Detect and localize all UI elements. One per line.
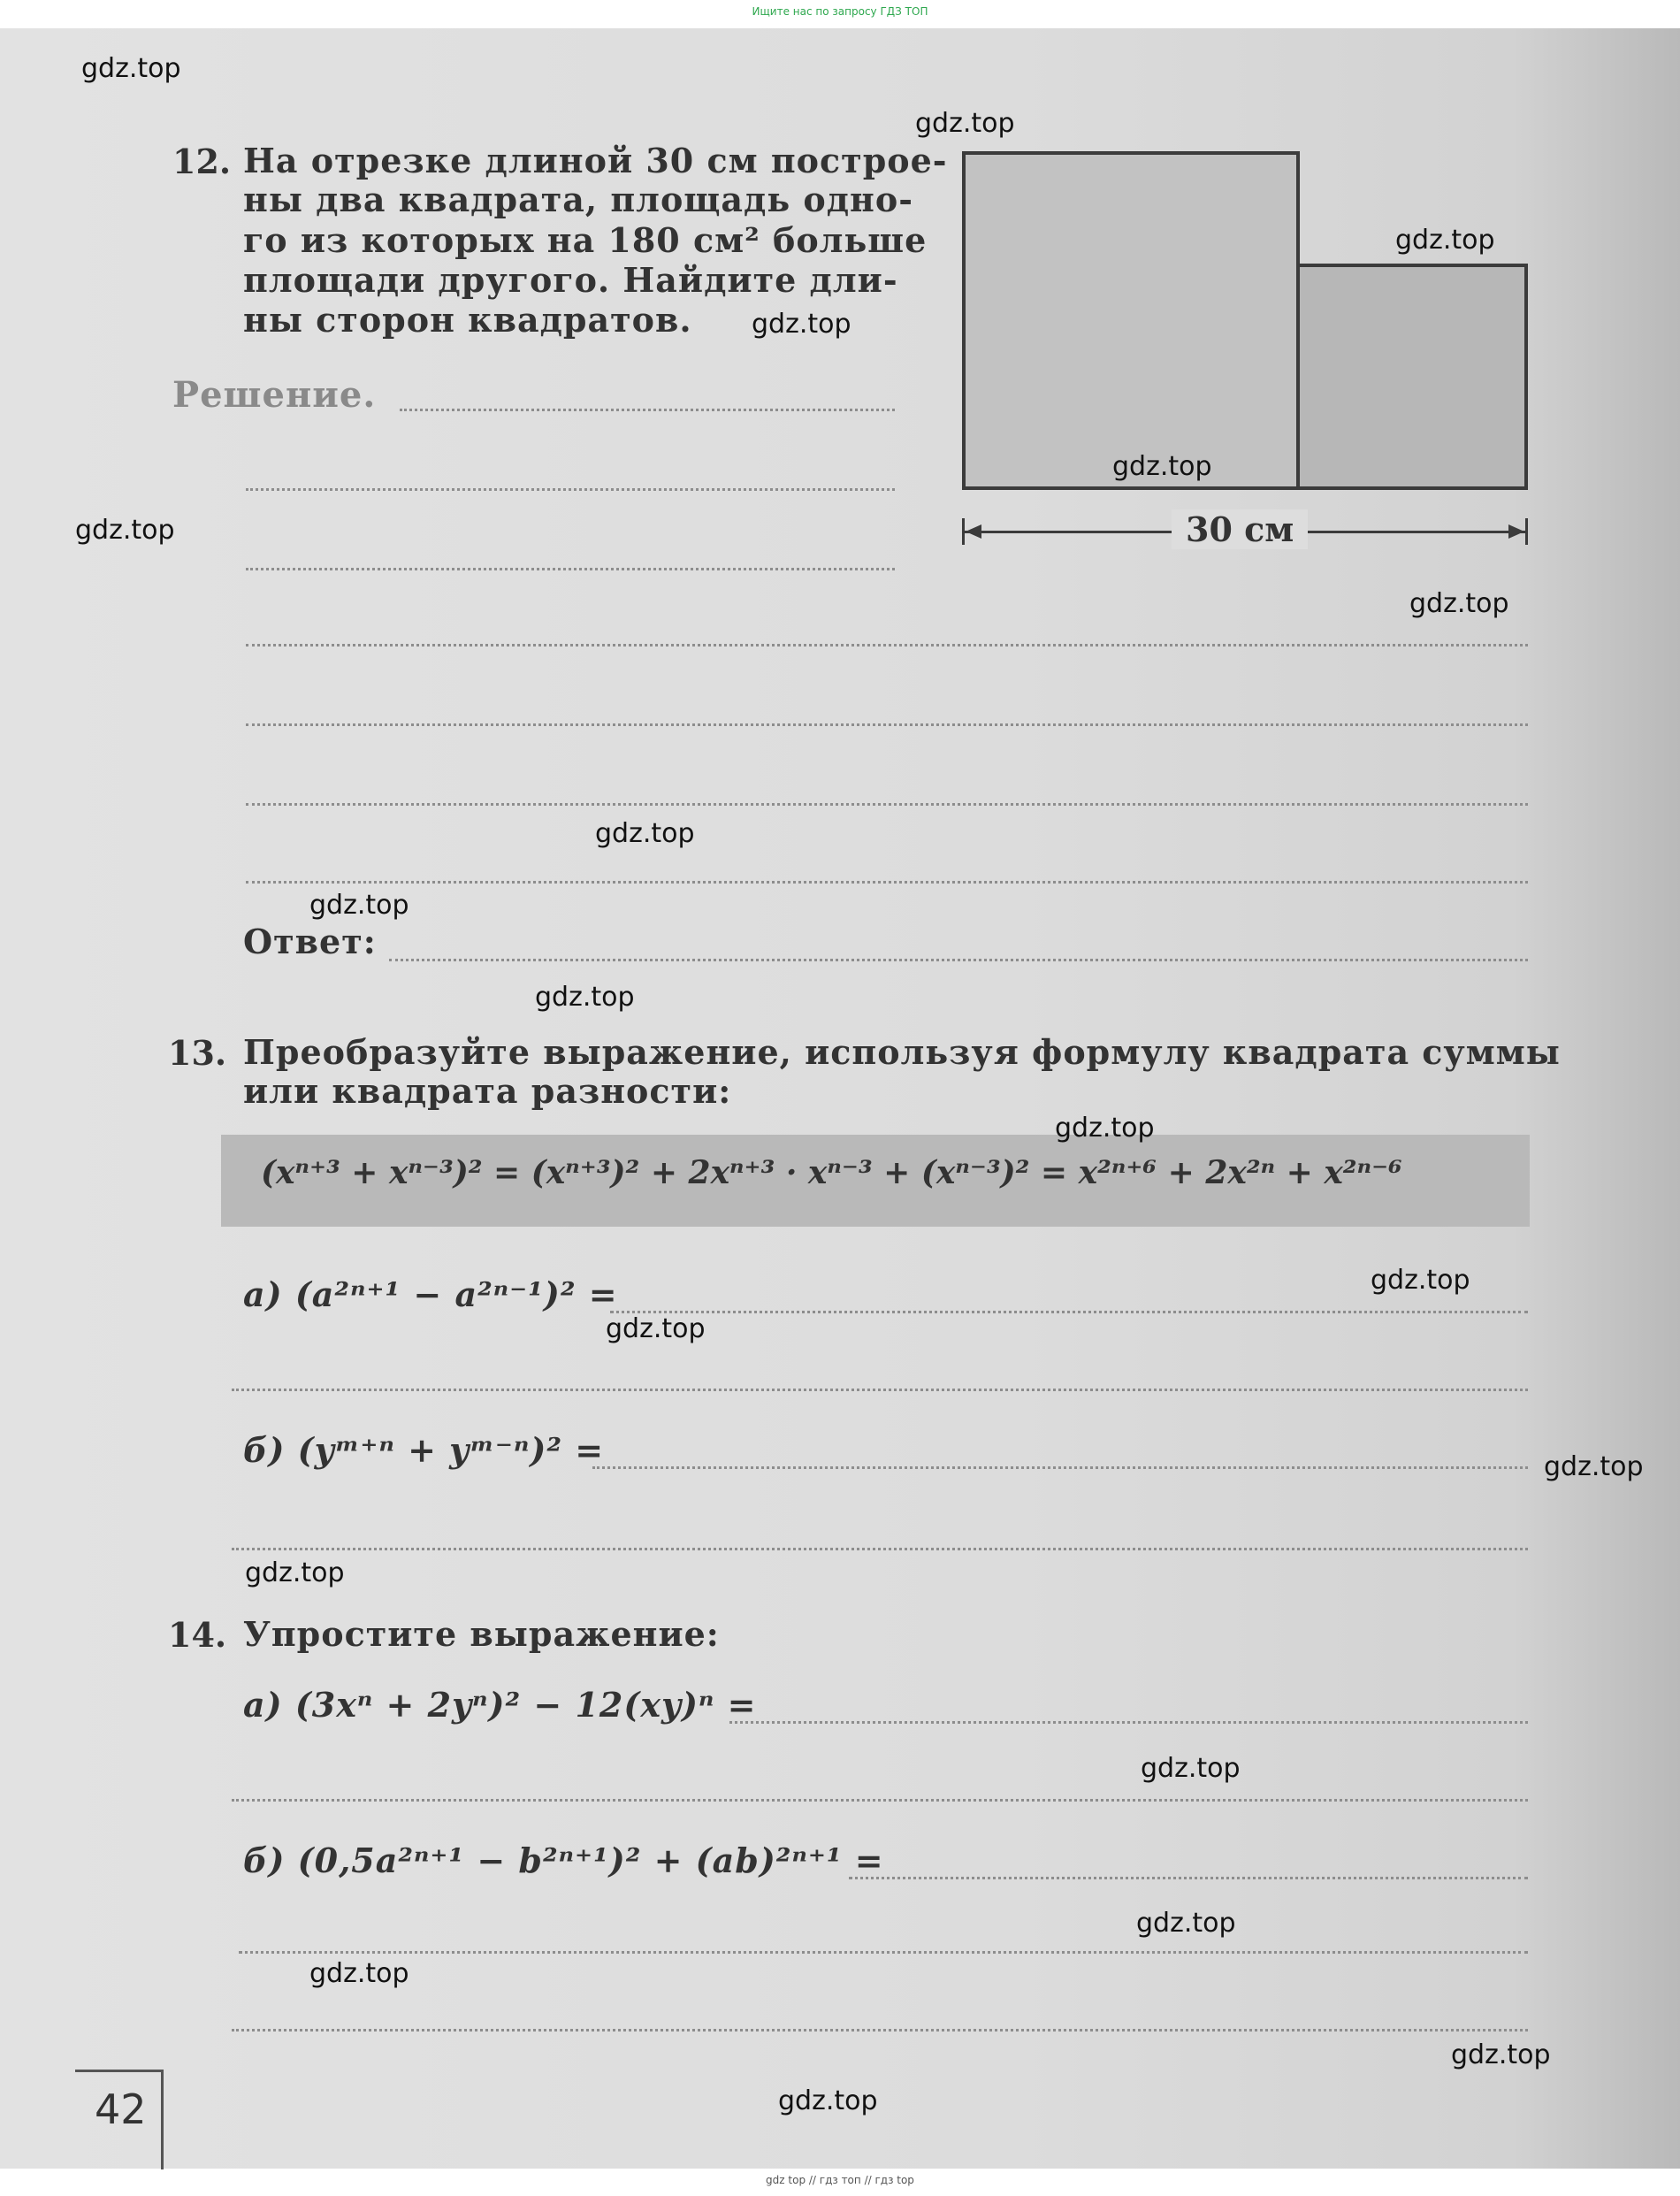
answer-line [246, 488, 895, 491]
arrow-right-icon [1508, 524, 1524, 539]
example-formula: (xⁿ⁺³ + xⁿ⁻³)² = (xⁿ⁺³)² + 2xⁿ⁺³ · xⁿ⁻³ + (xⁿ⁻³)² = x²ⁿ⁺⁶ + 2x²ⁿ + x²ⁿ⁻⁶ [261, 1154, 1402, 1191]
small-square [1296, 264, 1528, 490]
task-14-title: Упростите выражение: [243, 1614, 720, 1654]
watermark: gdz.top [595, 818, 695, 849]
watermark: gdz.top [606, 1313, 706, 1344]
task-14-number: 14. [168, 1615, 227, 1655]
answer-line [232, 1799, 1528, 1802]
task-12-number: 12. [172, 142, 232, 181]
page-number: 42 [95, 2085, 147, 2133]
task-13a-expression: а) (a²ⁿ⁺¹ − a²ⁿ⁻¹)² = [243, 1274, 618, 1314]
task-12-line-5: ны сторон квадратов. [243, 300, 692, 340]
task-14b-expression: б) (0,5a²ⁿ⁺¹ − b²ⁿ⁺¹)² + (ab)²ⁿ⁺¹ = [243, 1840, 884, 1880]
watermark: gdz.top [1451, 2039, 1551, 2070]
answer-line [246, 568, 895, 570]
watermark: gdz.top [1136, 1908, 1236, 1939]
bottom-banner: gdz top // гдз топ // гдз top [766, 2174, 914, 2186]
watermark: gdz.top [1544, 1451, 1644, 1482]
task-13-number: 13. [168, 1033, 227, 1073]
task-12-line-4: площади другого. Найдите дли- [243, 260, 898, 300]
answer-line [729, 1721, 1528, 1724]
answer-label: Ответ: [243, 922, 377, 961]
task-14a-expression: а) (3xⁿ + 2yⁿ)² − 12(xy)ⁿ = [243, 1685, 757, 1725]
dimension-tick [1525, 518, 1528, 545]
answer-line [246, 644, 1528, 647]
answer-line [400, 409, 895, 411]
task-12-line-3: го из которых на 180 см² больше [243, 220, 928, 260]
watermark: gdz.top [309, 890, 409, 921]
answer-line [232, 1389, 1528, 1391]
watermark: gdz.top [778, 2085, 878, 2116]
answer-line [849, 1877, 1528, 1879]
watermark: gdz.top [1055, 1113, 1155, 1144]
top-banner: Ищите нас по запросу ГДЗ ТОП [752, 5, 928, 18]
watermark: gdz.top [915, 108, 1015, 139]
answer-line [592, 1466, 1528, 1469]
dimension-label: 30 см [1172, 509, 1308, 549]
task-13-line-2: или квадрата разности: [243, 1071, 732, 1111]
watermark: gdz.top [1112, 451, 1212, 482]
task-13b-expression: б) (yᵐ⁺ⁿ + yᵐ⁻ⁿ)² = [243, 1430, 605, 1470]
dimension-tick [962, 518, 965, 545]
watermark: gdz.top [1141, 1753, 1241, 1784]
answer-line [232, 2029, 1528, 2031]
watermark: gdz.top [81, 53, 181, 84]
watermark: gdz.top [752, 309, 851, 340]
task-12-line-2: ны два квадрата, площадь одно- [243, 180, 913, 219]
solution-label: Решение. [172, 374, 377, 416]
answer-line [246, 803, 1528, 806]
watermark: gdz.top [1409, 588, 1509, 619]
answer-line [232, 1548, 1528, 1550]
watermark: gdz.top [75, 515, 175, 546]
answer-line [389, 959, 1528, 961]
watermark: gdz.top [309, 1958, 409, 1989]
answer-line [239, 1951, 1528, 1954]
watermark: gdz.top [535, 982, 635, 1013]
watermark: gdz.top [1371, 1265, 1470, 1296]
task-13-line-1: Преобразуйте выражение, используя формулу квадрата суммы [243, 1032, 1561, 1072]
arrow-left-icon [966, 524, 981, 539]
big-square [962, 151, 1300, 490]
watermark: gdz.top [1395, 225, 1495, 256]
watermark: gdz.top [245, 1557, 345, 1588]
answer-line [610, 1311, 1528, 1313]
task-12-line-1: На отрезке длиной 30 см построе- [243, 141, 948, 180]
answer-line [246, 881, 1528, 884]
answer-line [246, 723, 1528, 726]
